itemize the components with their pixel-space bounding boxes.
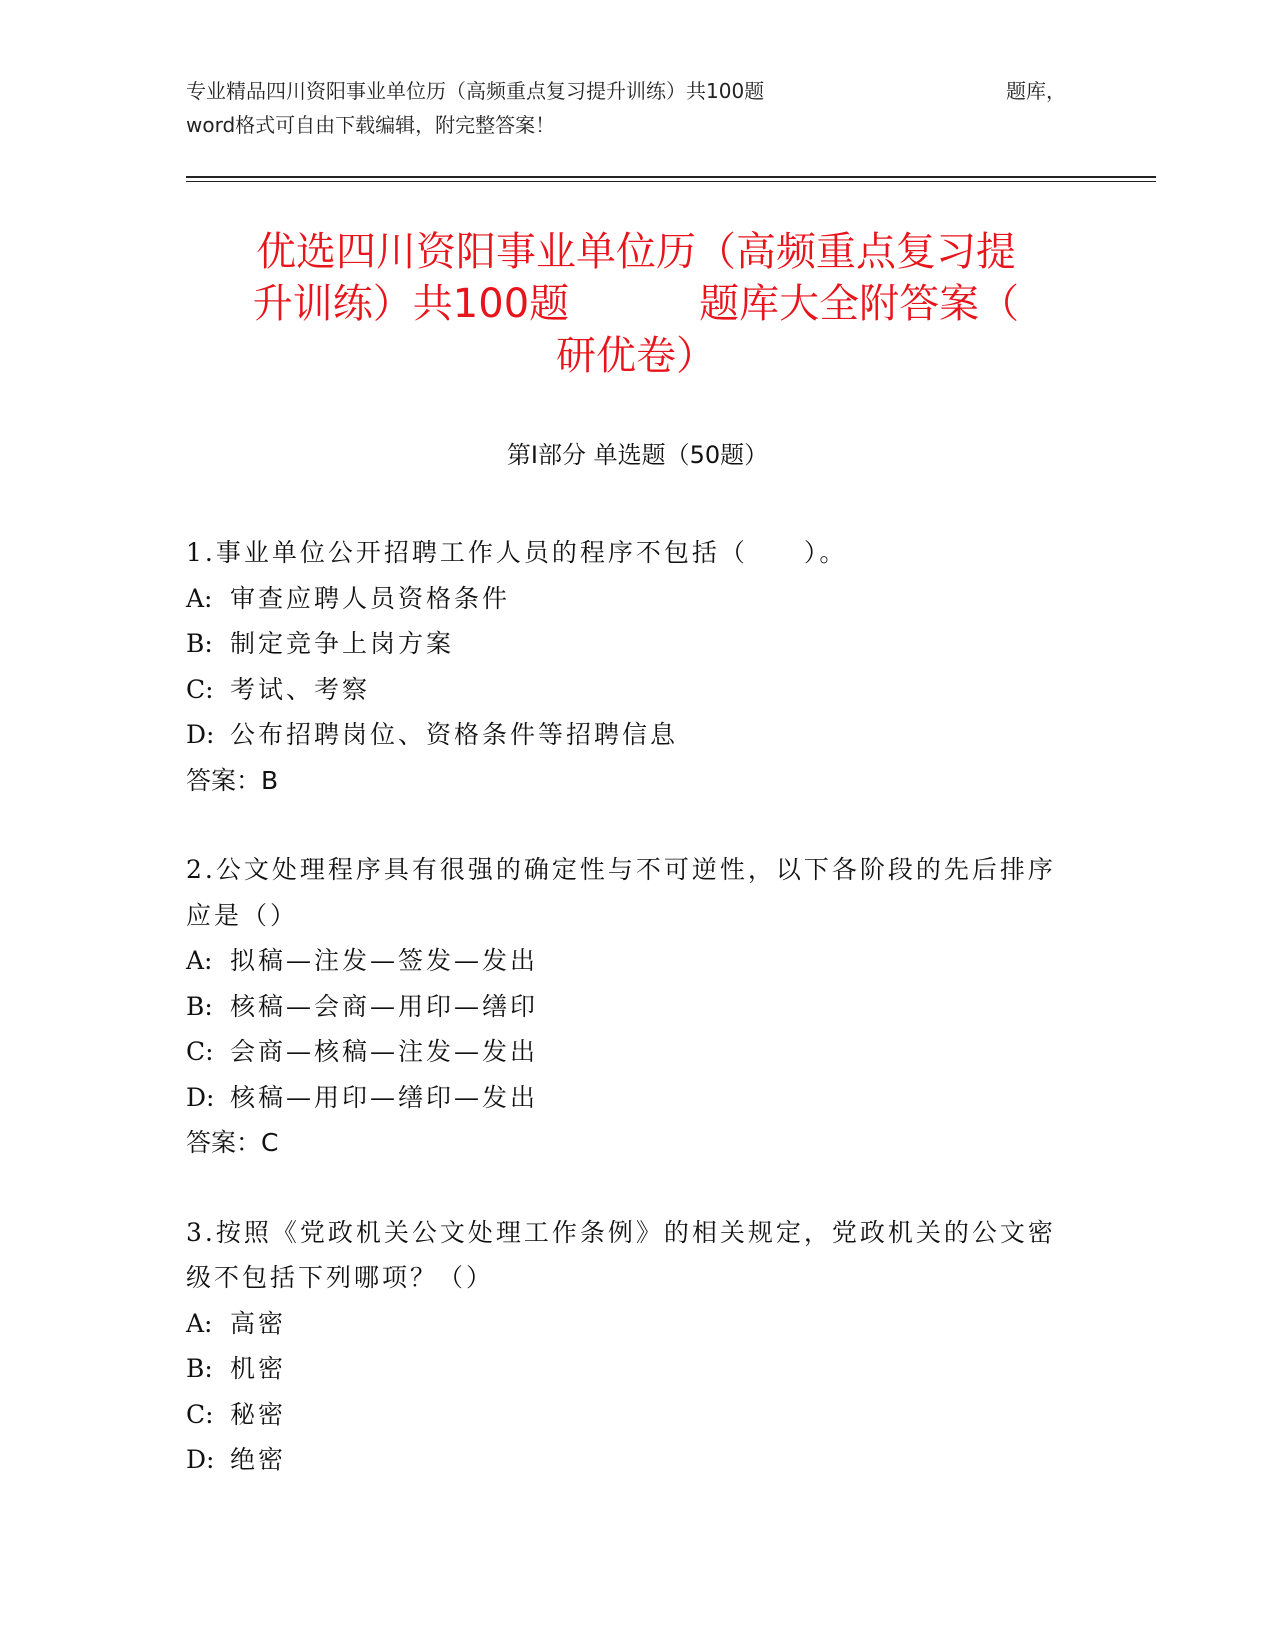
option-d: [186, 1437, 1066, 1483]
option-b: [186, 1346, 1066, 1392]
option-text: 制定竞争上岗方案: [230, 629, 455, 658]
option-a: [186, 576, 1066, 622]
document-title: [186, 226, 1086, 382]
option-b: [186, 621, 1066, 667]
option-letter: A:: [186, 583, 213, 613]
page-header: [186, 74, 1066, 142]
option-b: [186, 984, 1066, 1030]
option-letter: B:: [186, 1354, 213, 1383]
option-letter: D:: [186, 1445, 215, 1474]
header-line-2: word格式可自由下载编辑，附完整答案！: [186, 113, 556, 137]
option-c: [186, 1029, 1066, 1075]
option-a: [186, 1301, 1066, 1347]
option-c: [186, 1392, 1066, 1438]
option-d: [186, 1075, 1066, 1121]
header-divider-thick: [186, 176, 1156, 178]
option-letter: A:: [186, 946, 213, 975]
option-letter: A:: [186, 1308, 213, 1338]
option-letter: D:: [186, 1082, 215, 1112]
option-text: 考试、考察: [230, 674, 371, 704]
header-line-1-right: 题库，: [1006, 79, 1066, 103]
header-line-1-left: 专业精品四川资阳事业单位历（高频重点复习提升训练）共100题: [186, 79, 765, 103]
option-text: 秘密: [230, 1399, 287, 1429]
option-text: 审查应聘人员资格条件: [230, 583, 511, 613]
option-d: [186, 712, 1066, 758]
document-title-line-2: [186, 278, 1086, 330]
option-text: 公布招聘岗位、资格条件等招聘信息: [230, 720, 679, 749]
option-letter: C:: [186, 1037, 214, 1066]
document-title-line-2-right: 题库大全附答案（: [699, 281, 1020, 327]
answer-line: 答案：C: [186, 1128, 279, 1157]
question-2: [186, 847, 1066, 1166]
question-1: [186, 530, 1066, 803]
option-letter: C:: [186, 674, 214, 704]
header-divider-thin: [186, 181, 1156, 182]
header-line-1: [186, 74, 1066, 108]
option-letter: D:: [186, 720, 215, 749]
option-text: 核稿—会商—用印—缮印: [230, 991, 539, 1021]
section-heading: 第I部分 单选题（50题）: [506, 441, 769, 469]
option-letter: B:: [186, 629, 213, 658]
option-a: [186, 938, 1066, 984]
option-c: [186, 667, 1066, 713]
document-title-line-1: 优选四川资阳事业单位历（高频重点复习提: [256, 229, 1016, 275]
option-text: 高密: [230, 1308, 287, 1338]
question-stem: 2.公文处理程序具有很强的确定性与不可逆性，以下各阶段的先后排序应是（）: [186, 855, 1056, 930]
question-3: [186, 1210, 1066, 1483]
question-list: [186, 530, 1066, 1527]
document-title-line-3: 研优卷）: [556, 333, 716, 379]
option-text: 机密: [230, 1354, 287, 1383]
option-letter: B:: [186, 991, 213, 1021]
answer-line: 答案：B: [186, 765, 279, 795]
question-stem: 1.事业单位公开招聘工作人员的程序不包括（ ）。: [186, 538, 848, 567]
option-text: 会商—核稿—注发—发出: [230, 1037, 539, 1066]
option-text: 绝密: [230, 1445, 287, 1474]
option-text: 核稿—用印—缮印—发出: [230, 1082, 539, 1112]
document-title-line-2-left: 升训练）共100题: [252, 281, 570, 327]
question-stem: 3.按照《党政机关公文处理工作条例》的相关规定，党政机关的公文密级不包括下列哪项？（）: [186, 1217, 1056, 1292]
option-letter: C:: [186, 1399, 214, 1429]
option-text: 拟稿—注发—签发—发出: [230, 946, 539, 975]
